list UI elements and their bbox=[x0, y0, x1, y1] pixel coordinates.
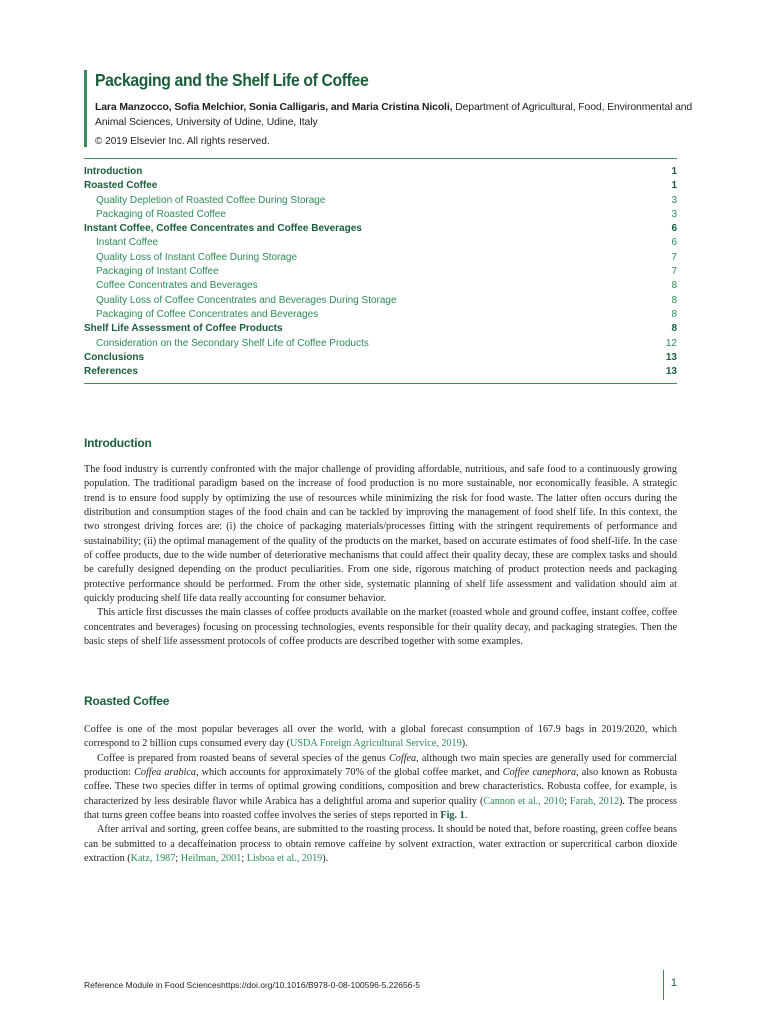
toc-item[interactable] bbox=[84, 165, 677, 179]
toc-item[interactable] bbox=[84, 337, 677, 351]
toc-item[interactable] bbox=[84, 251, 677, 265]
author-line bbox=[95, 100, 695, 130]
toc-item[interactable] bbox=[84, 308, 677, 322]
toc-label[interactable]: Coffee Concentrates and Beverages bbox=[96, 280, 258, 292]
toc-label[interactable]: Conclusions bbox=[84, 351, 145, 363]
footer-divider bbox=[663, 970, 664, 1000]
citation-link[interactable]: Farah, 2012 bbox=[569, 795, 619, 807]
toc-label[interactable]: Roasted Coffee bbox=[84, 180, 158, 192]
paragraph: Coffee is prepared from roasted beans of several species of the genus Coffea, although two main species are generally used for commercial production: Coffea arabica, which accounts for approximately 70% of the global coffee market, and Coffee canephora, also known as Robusta coffee. These two species differ in terms of optimal growing conditions, composition and brew characteristics. Robusta coffee, for example, is characterized by less desirable flavor while Arabica has a delightful aroma and superior quality (Cannon et al., 2010; Farah, 2012). The process that turns green coffee beans into roasted coffee involves the series of steps reported in Fig. 1. bbox=[84, 752, 678, 822]
citation-link[interactable]: Cannon et al., 2010 bbox=[483, 795, 565, 807]
toc-item[interactable] bbox=[84, 365, 677, 379]
toc-label[interactable]: Quality Depletion of Roasted Coffee During Storage bbox=[96, 194, 326, 206]
toc-divider bbox=[84, 383, 677, 384]
toc-page: 6 bbox=[671, 237, 677, 249]
toc-item[interactable] bbox=[84, 279, 677, 293]
toc-item[interactable] bbox=[84, 179, 677, 193]
toc-label[interactable]: Quality Loss of Coffee Concentrates and Beverages During Storage bbox=[96, 294, 397, 306]
toc-page: 3 bbox=[671, 208, 677, 220]
article-title: Packaging and the Shelf Life of Coffee bbox=[95, 70, 369, 90]
toc-label[interactable]: Shelf Life Assessment of Coffee Products bbox=[84, 323, 283, 335]
figure-link[interactable]: Fig. 1 bbox=[440, 810, 465, 822]
toc-label[interactable]: Packaging of Roasted Coffee bbox=[96, 208, 226, 220]
toc-page: 13 bbox=[665, 366, 677, 378]
table-of-contents bbox=[84, 158, 677, 379]
toc-item[interactable] bbox=[84, 265, 677, 279]
citation-link[interactable]: Lisboa et al., 2019 bbox=[246, 853, 323, 865]
page-number: 1 bbox=[670, 977, 677, 989]
section-heading-roasted-coffee: Roasted Coffee bbox=[84, 694, 170, 708]
citation-link[interactable]: Heilman, 2001 bbox=[180, 853, 242, 865]
toc-label[interactable]: References bbox=[84, 366, 138, 378]
toc-page: 3 bbox=[671, 194, 677, 206]
toc-label[interactable]: Instant Coffee bbox=[96, 237, 159, 249]
toc-item[interactable] bbox=[84, 208, 677, 222]
toc-item[interactable] bbox=[84, 322, 677, 336]
roasted-coffee-body bbox=[84, 723, 677, 866]
citation-link[interactable]: Katz, 1987 bbox=[130, 853, 176, 865]
toc-page: 7 bbox=[671, 251, 677, 263]
toc-page: 1 bbox=[671, 166, 677, 177]
paragraph: The food industry is currently confronted with the major challenge of providing affordable, nutritious, and safe food to a continuously growing population. The traditional paradigm based on the increase of food production is no more sustainable, nor economically feasible. A strategic trend is to ensure food supply by optimizing the use of resources while minimizing the risk for food waste. The latter often occurs during the distribution and consumption stages of the food chain and can be tackled by improving the management of food shelf life. In this context, the two strongest driving forces are: (i) the choice of packaging materials/processes fitting with the stringent requirements of performance and sustainability; (ii) the optimal management of the quality of the products on the market, based on accurate estimates of food shelf-life. In the case of coffee products, due to the wide number of deteriorative mechanisms that could affect their quality decay, these are complex tasks and should be carefully designed depending on the product peculiarities. From one side, rigorous matching of product protection needs and packaging protective performance should be performed. From the other side, systematic planning of shelf life assessment and validation should aim at quickly producing shelf life data really accounting for consumer behavior. bbox=[84, 464, 677, 605]
toc-label[interactable]: Packaging of Instant Coffee bbox=[96, 266, 219, 278]
toc-item[interactable] bbox=[84, 222, 677, 236]
introduction-body bbox=[84, 463, 677, 649]
toc-page: 7 bbox=[671, 266, 677, 278]
author-names: Lara Manzocco, Sofia Melchior, Sonia Calligaris, and Maria Cristina Nicoli, bbox=[95, 102, 453, 113]
toc-label[interactable]: Packaging of Coffee Concentrates and Beverages bbox=[96, 308, 319, 320]
toc-page: 8 bbox=[671, 294, 677, 306]
toc-item[interactable] bbox=[84, 351, 677, 365]
toc-page: 8 bbox=[671, 280, 677, 292]
toc-page: 1 bbox=[671, 180, 677, 192]
toc-page: 13 bbox=[665, 351, 677, 363]
section-heading-introduction: Introduction bbox=[84, 436, 152, 450]
toc-label[interactable]: Introduction bbox=[84, 166, 143, 177]
article-header bbox=[84, 70, 695, 147]
toc-page: 8 bbox=[671, 323, 677, 335]
toc-item[interactable] bbox=[84, 294, 677, 308]
affiliation: Department of Agricultural, Food, Environmental and Animal Sciences, University of Udine, Udine, Italy bbox=[95, 102, 693, 128]
toc-item[interactable] bbox=[84, 194, 677, 208]
paragraph: This article first discusses the main classes of coffee products available on the market (roasted whole and ground coffee, instant coffee, coffee concentrates and beverages) focusing on processing technologies, events responsible for their quality decay, and packaging strategies. Then the basic steps of shelf life assessment protocols of coffee products are described together with some examples. bbox=[84, 607, 677, 648]
toc-item[interactable] bbox=[84, 236, 677, 250]
paragraph: Coffee is one of the most popular beverages all over the world, with a global forecast consumption of 167.9 bags in 2019/2020, which correspond to 2 billion cups consumed every day (USDA Foreign Agricultural Service, 2019). bbox=[84, 724, 677, 750]
toc-label[interactable]: Quality Loss of Instant Coffee During Storage bbox=[96, 251, 298, 263]
toc-page: 12 bbox=[665, 337, 677, 349]
page-footer bbox=[84, 970, 677, 1000]
paragraph: After arrival and sorting, green coffee beans, are submitted to the roasting process. It should be noted that, before roasting, green coffee beans can be submitted to a decaffeination process to obtain remove caffeine by solvent extraction, water extraction or supercritical carbon dioxide extraction (Katz, 1987; Heilman, 2001; Lisboa et al., 2019). bbox=[84, 824, 677, 865]
journal-name: Reference Module in Food Sciences bbox=[84, 980, 222, 990]
toc-label[interactable]: Consideration on the Secondary Shelf Life of Coffee Products bbox=[96, 337, 369, 349]
toc-page: 6 bbox=[671, 223, 677, 235]
doi-link[interactable]: https://doi.org/10.1016/B978-0-08-100596-5.22656-5 bbox=[221, 980, 420, 990]
citation-link[interactable]: USDA Foreign Agricultural Service, 2019 bbox=[289, 738, 462, 750]
toc-label[interactable]: Instant Coffee, Coffee Concentrates and Coffee Beverages bbox=[84, 223, 362, 235]
toc-page: 8 bbox=[671, 308, 677, 320]
copyright-notice: © 2019 Elsevier Inc. All rights reserved. bbox=[95, 136, 270, 147]
